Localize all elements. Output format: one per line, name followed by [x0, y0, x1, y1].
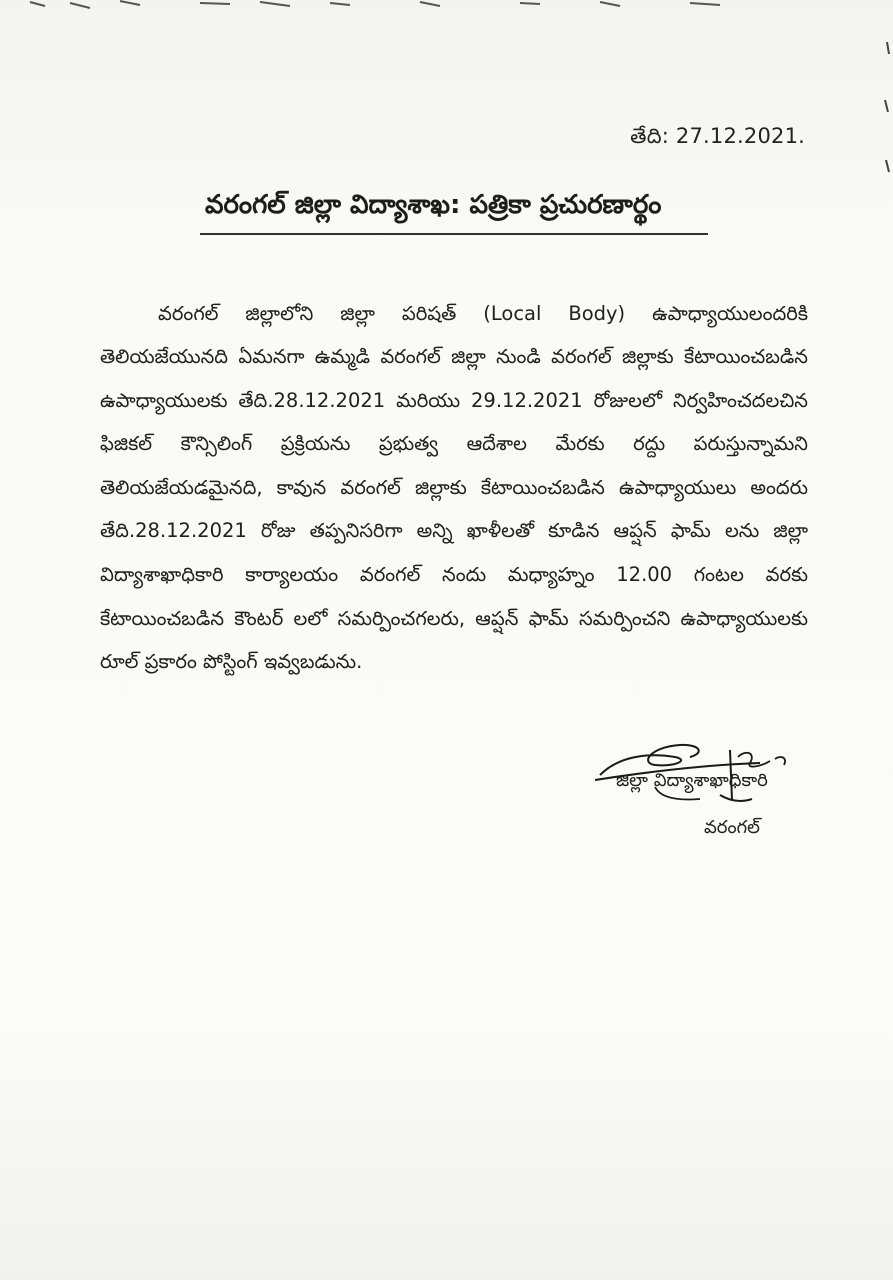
notice-title: వరంగల్ జిల్లా విద్యాశాఖ: పత్రికా ప్రచురణార్థం [205, 190, 662, 220]
scan-edge-marks-right [879, 40, 893, 180]
signatory-title: జిల్లా విద్యాశాఖాధికారి [616, 770, 768, 791]
notice-date: తేది: 27.12.2021. [630, 124, 805, 148]
scan-edge-marks-top [0, 0, 893, 14]
signature-block [580, 735, 830, 855]
signatory-place: వరంగల్ [704, 817, 760, 838]
notice-body: వరంగల్ జిల్లాలోని జిల్లా పరిషత్ (Local Body) ఉపాధ్యాయులందరికి తెలియజేయునది ఏమనగా ఉమ్మడి వరంగల్ జిల్లా నుండి వరంగల్ జిల్లాకు కేటాయించబడిన ఉపాధ్యాయులకు తేది.28.12.2021 మరియు 29.12.2021 రోజులలో నిర్వహించదలచిన ఫిజికల్ కౌన్సిలింగ్ ప్రక్రియను ప్రభుత్వ ఆదేశాల మేరకు రద్దు పరుస్తున్నామని తెలియజేయడమైనది, కావున వరంగల్ జిల్లాకు కేటాయించబడిన ఉపాధ్యాయులు అందరు తేది.28.12.2021 రోజు తప్పనిసరిగా అన్ని ఖాళీలతో కూడిన ఆప్షన్ ఫామ్ లను జిల్లా విద్యాశాఖాధికారి కార్యాలయం వరంగల్ నందు మధ్యాహ్నం 12.00 గంటల వరకు కేటాయించబడిన కౌంటర్ లలో సమర్పించగలరు, ఆప్షన్ ఫామ్ సమర్పించని ఉపాధ్యాయులకు రూల్ ప్రకారం పోస్టింగ్ ఇవ్వబడును. [100, 301, 808, 674]
title-underline [200, 233, 708, 235]
